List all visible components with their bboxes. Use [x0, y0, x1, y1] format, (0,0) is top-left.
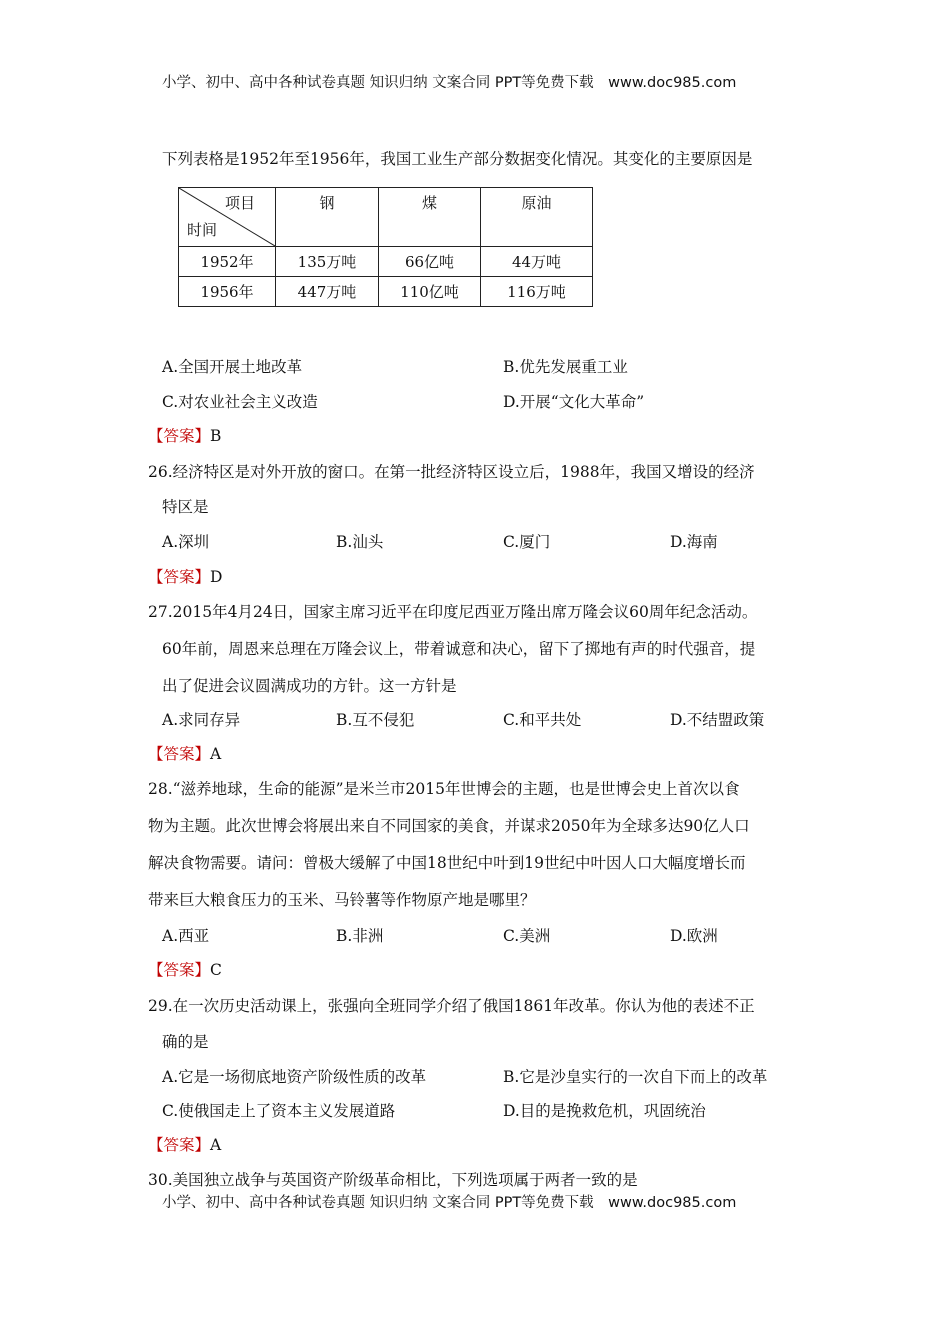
industry-data-table: [178, 187, 593, 307]
q27-option-c: C.和平共处: [503, 711, 582, 729]
q26-option-c: C.厦门: [503, 533, 551, 551]
answer-label: 【答案】: [148, 961, 211, 979]
row-year: 1956年: [179, 277, 276, 307]
q27-answer: [148, 742, 221, 764]
q29-line-1: 29.在一次历史活动课上，张强向全班同学介绍了俄国1861年改革。你认为他的表述不正: [148, 997, 755, 1015]
answer-label: 【答案】: [148, 427, 211, 445]
q25-option-a: A.全国开展土地改革: [162, 358, 303, 376]
table-corner-cell: [179, 188, 276, 247]
q25-option-b: B.优先发展重工业: [503, 358, 628, 376]
q27-option-d: D.不结盟政策: [670, 711, 765, 729]
table-row: [179, 277, 593, 307]
q25-answer: [148, 424, 221, 446]
question-25-stem: 下列表格是1952年至1956年，我国工业生产部分数据变化情况。其变化的主要原因是: [162, 150, 753, 168]
q28-answer: [148, 958, 222, 980]
answer-label: 【答案】: [148, 745, 211, 763]
column-header-coal: 煤: [379, 188, 481, 247]
q27-line-3: 出了促进会议圆满成功的方针。这一方针是: [162, 677, 457, 695]
q28-option-b: B.非洲: [336, 927, 384, 945]
page-footer: 小学、初中、高中各种试卷真题 知识归纳 文案合同 PPT等免费下载 www.doc985.com: [162, 1195, 737, 1211]
q26-option-b: B.汕头: [336, 533, 384, 551]
table-cell: 116万吨: [481, 277, 593, 307]
q26-line-2: 特区是: [162, 498, 209, 516]
q27-line-2: 60年前，周恩来总理在万隆会议上，带着诚意和决心，留下了掷地有声的时代强音，提: [162, 640, 756, 658]
q27-option-b: B.互不侵犯: [336, 711, 415, 729]
q28-option-c: C.美洲: [503, 927, 551, 945]
answer-value: A: [210, 1136, 222, 1154]
corner-label-time: 时间: [187, 221, 218, 239]
q28-line-1: 28.“滋养地球，生命的能源”是米兰市2015年世博会的主题，也是世博会史上首次以食: [148, 780, 740, 798]
q29-line-2: 确的是: [162, 1033, 209, 1051]
table-cell: 66亿吨: [379, 247, 481, 277]
q27-line-1: 27.2015年4月24日，国家主席习近平在印度尼西亚万隆出席万隆会议60周年纪念活动。: [148, 603, 758, 621]
q30-line-1: 30.美国独立战争与英国资产阶级革命相比，下列选项属于两者一致的是: [148, 1171, 638, 1189]
table-cell: 447万吨: [276, 277, 379, 307]
q29-option-d: D.目的是挽救危机，巩固统治: [503, 1102, 706, 1120]
table-row: [179, 247, 593, 277]
q29-option-c: C.使俄国走上了资本主义发展道路: [162, 1102, 396, 1120]
page-header: 小学、初中、高中各种试卷真题 知识归纳 文案合同 PPT等免费下载 www.doc985.com: [162, 75, 737, 91]
q25-option-c: C.对农业社会主义改造: [162, 393, 318, 411]
table-cell: 135万吨: [276, 247, 379, 277]
q27-option-a: A.求同存异: [162, 711, 241, 729]
q26-option-a: A.深圳: [162, 533, 210, 551]
q25-option-d: D.开展“文化大革命”: [503, 393, 645, 411]
table-cell: 110亿吨: [379, 277, 481, 307]
q26-option-d: D.海南: [670, 533, 718, 551]
q29-option-a: A.它是一场彻底地资产阶级性质的改革: [162, 1068, 427, 1086]
row-year: 1952年: [179, 247, 276, 277]
answer-label: 【答案】: [148, 568, 211, 586]
q28-line-4: 带来巨大粮食压力的玉米、马铃薯等作物原产地是哪里？: [148, 891, 536, 909]
q26-line-1: 26.经济特区是对外开放的窗口。在第一批经济特区设立后，1988年，我国又增设的经济: [148, 463, 755, 481]
q26-answer: [148, 565, 222, 587]
column-header-steel: 钢: [276, 188, 379, 247]
answer-value: D: [210, 568, 223, 586]
q28-option-d: D.欧洲: [670, 927, 718, 945]
answer-value: A: [210, 745, 222, 763]
q28-option-a: A.西亚: [162, 927, 210, 945]
column-header-oil: 原油: [481, 188, 593, 247]
q28-line-3: 解决食物需要。请问：曾极大缓解了中国18世纪中叶到19世纪中叶因人口大幅度增长而: [148, 854, 746, 872]
answer-label: 【答案】: [148, 1136, 211, 1154]
corner-label-item: 项目: [224, 194, 255, 212]
q29-answer: [148, 1133, 221, 1155]
table-cell: 44万吨: [481, 247, 593, 277]
q28-line-2: 物为主题。此次世博会将展出来自不同国家的美食，并谋求2050年为全球多达90亿人口: [148, 817, 750, 835]
answer-value: B: [210, 427, 222, 445]
q29-option-b: B.它是沙皇实行的一次自下而上的改革: [503, 1068, 768, 1086]
answer-value: C: [210, 961, 222, 979]
